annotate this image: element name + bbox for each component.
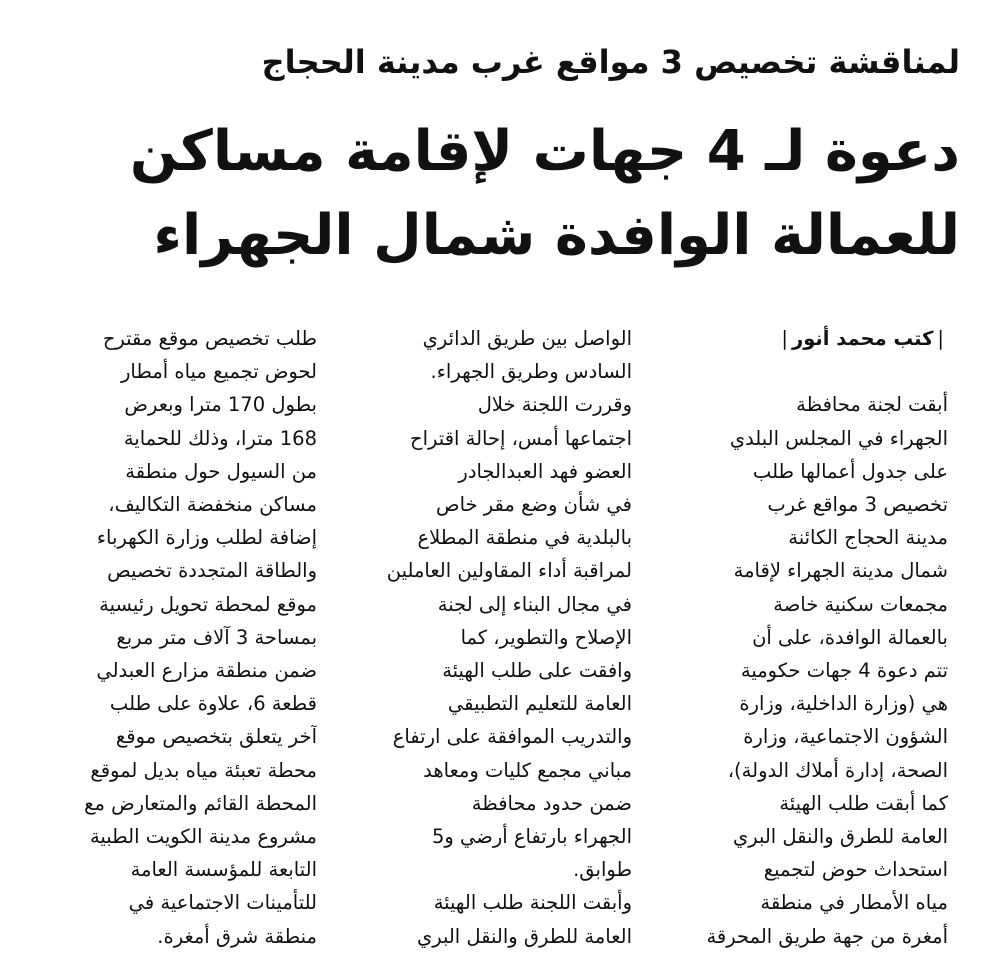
text-line: أبقت لجنة محافظة bbox=[796, 393, 948, 417]
byline-separator: | bbox=[937, 327, 944, 350]
text-line: وافقت على طلب الهيئة bbox=[442, 659, 632, 683]
text-line: الواصل بين طريق الدائري bbox=[422, 327, 632, 350]
text-line: العضو فهد العبدالجادر bbox=[458, 459, 632, 483]
article-headline bbox=[40, 110, 960, 278]
text-line: لمراقبة أداء المقاولين العاملين bbox=[386, 559, 632, 583]
text-line: آخر يتعلق بتخصيص موقع bbox=[115, 725, 317, 749]
text-line: هي (وزارة الداخلية، وزارة bbox=[739, 692, 948, 716]
text-line: العامة للطرق والنقل البري bbox=[732, 825, 948, 849]
text-line: محطة تعبئة مياه بديل لموقع bbox=[90, 758, 317, 782]
article-column-1 bbox=[648, 322, 948, 953]
text-line: ضمن حدود محافظة bbox=[471, 791, 632, 815]
text-line: كما أبقت طلب الهيئة bbox=[779, 791, 948, 815]
text-line: وقررت اللجنة خلال bbox=[477, 393, 632, 417]
text-line: الشؤون الاجتماعية، وزارة bbox=[743, 725, 948, 749]
text-line: 168 مترا، وذلك للحماية bbox=[123, 426, 317, 450]
text-line: والتدريب الموافقة على ارتفاع bbox=[392, 725, 632, 749]
text-line: مساكن منخفضة التكاليف، bbox=[108, 493, 317, 517]
text-line: أمغرة من جهة طريق المحرقة bbox=[706, 924, 948, 948]
text-line: السادس وطريق الجهراء. bbox=[430, 360, 632, 384]
text-line: مشروع مدينة الكويت الطبية bbox=[89, 825, 317, 849]
text-line: في شأن وضع مقر خاص bbox=[436, 493, 632, 517]
text-line: تتم دعوة 4 جهات حكومية bbox=[740, 659, 948, 682]
article-kicker: لمناقشة تخصيص 3 مواقع غرب مدينة الحجاج bbox=[261, 43, 960, 81]
text-line: الجهراء في المجلس البلدي bbox=[729, 426, 948, 450]
text-line: من السيول حول منطقة bbox=[125, 459, 317, 483]
text-line: مجمعات سكنية خاصة bbox=[773, 592, 948, 616]
text-line: إضافة لطلب وزارة الكهرباء bbox=[96, 526, 317, 550]
text-line: شمال مدينة الجهراء لإقامة bbox=[733, 559, 948, 583]
text-line: ضمن منطقة مزارع العبدلي bbox=[96, 659, 317, 683]
text-line: موقع لمحطة تحويل رئيسية bbox=[99, 592, 317, 616]
text-line: بالبلدية في منطقة المطلاع bbox=[417, 526, 632, 550]
byline-separator: | bbox=[781, 327, 788, 350]
headline-line: للعمالة الوافدة شمال الجهراء bbox=[153, 203, 960, 268]
byline-author: كتب محمد أنور bbox=[791, 327, 934, 350]
text-line: طوابق. bbox=[573, 858, 632, 882]
article-column-3 bbox=[17, 322, 317, 953]
text-line: قطعة 6، علاوة على طلب bbox=[109, 692, 317, 716]
text-line: مباني مجمع كليات ومعاهد bbox=[423, 758, 632, 782]
text-line: بالعمالة الوافدة، على أن bbox=[752, 625, 948, 649]
text-line: بمساحة 3 آلاف متر مربع bbox=[116, 625, 317, 649]
text-line: والطاقة المتجددة تخصيص bbox=[107, 559, 317, 583]
text-line: للتأمينات الاجتماعية في bbox=[128, 891, 317, 915]
text-line: مياه الأمطار في منطقة bbox=[760, 891, 948, 915]
text-line: العامة للطرق والنقل البري bbox=[416, 924, 632, 948]
headline-line: دعوة لـ 4 جهات لإقامة مساكن bbox=[129, 119, 960, 184]
text-line: منطقة شرق أمغرة. bbox=[157, 924, 317, 948]
text-line: على جدول أعمالها طلب bbox=[752, 459, 948, 483]
text-line: المحطة القائم والمتعارض مع bbox=[84, 791, 317, 815]
text-line: تخصيص 3 مواقع غرب bbox=[767, 492, 948, 516]
text-line: اجتماعها أمس، إحالة اقتراح bbox=[410, 426, 632, 450]
text-line: وأبقت اللجنة طلب الهيئة bbox=[433, 891, 632, 915]
text-line: في مجال البناء إلى لجنة bbox=[437, 592, 632, 616]
text-line: الجهراء بارتفاع أرضي و5 bbox=[431, 825, 632, 849]
byline bbox=[648, 322, 948, 355]
text-line: لحوض تجميع مياه أمطار bbox=[120, 360, 317, 384]
text-line: الصحة، إدارة أملاك الدولة)، bbox=[727, 758, 948, 782]
text-line: استحداث حوض لتجميع bbox=[763, 858, 948, 882]
text-line: الإصلاح والتطوير، كما bbox=[460, 625, 632, 649]
text-line: العامة للتعليم التطبيقي bbox=[447, 692, 632, 716]
text-line: مدينة الحجاج الكائنة bbox=[788, 526, 948, 550]
article-column-2 bbox=[332, 322, 632, 953]
text-line: التابعة للمؤسسة العامة bbox=[130, 858, 317, 882]
text-line: بطول 170 مترا وبعرض bbox=[124, 393, 317, 417]
text-line: طلب تخصيص موقع مقترح bbox=[102, 327, 317, 350]
